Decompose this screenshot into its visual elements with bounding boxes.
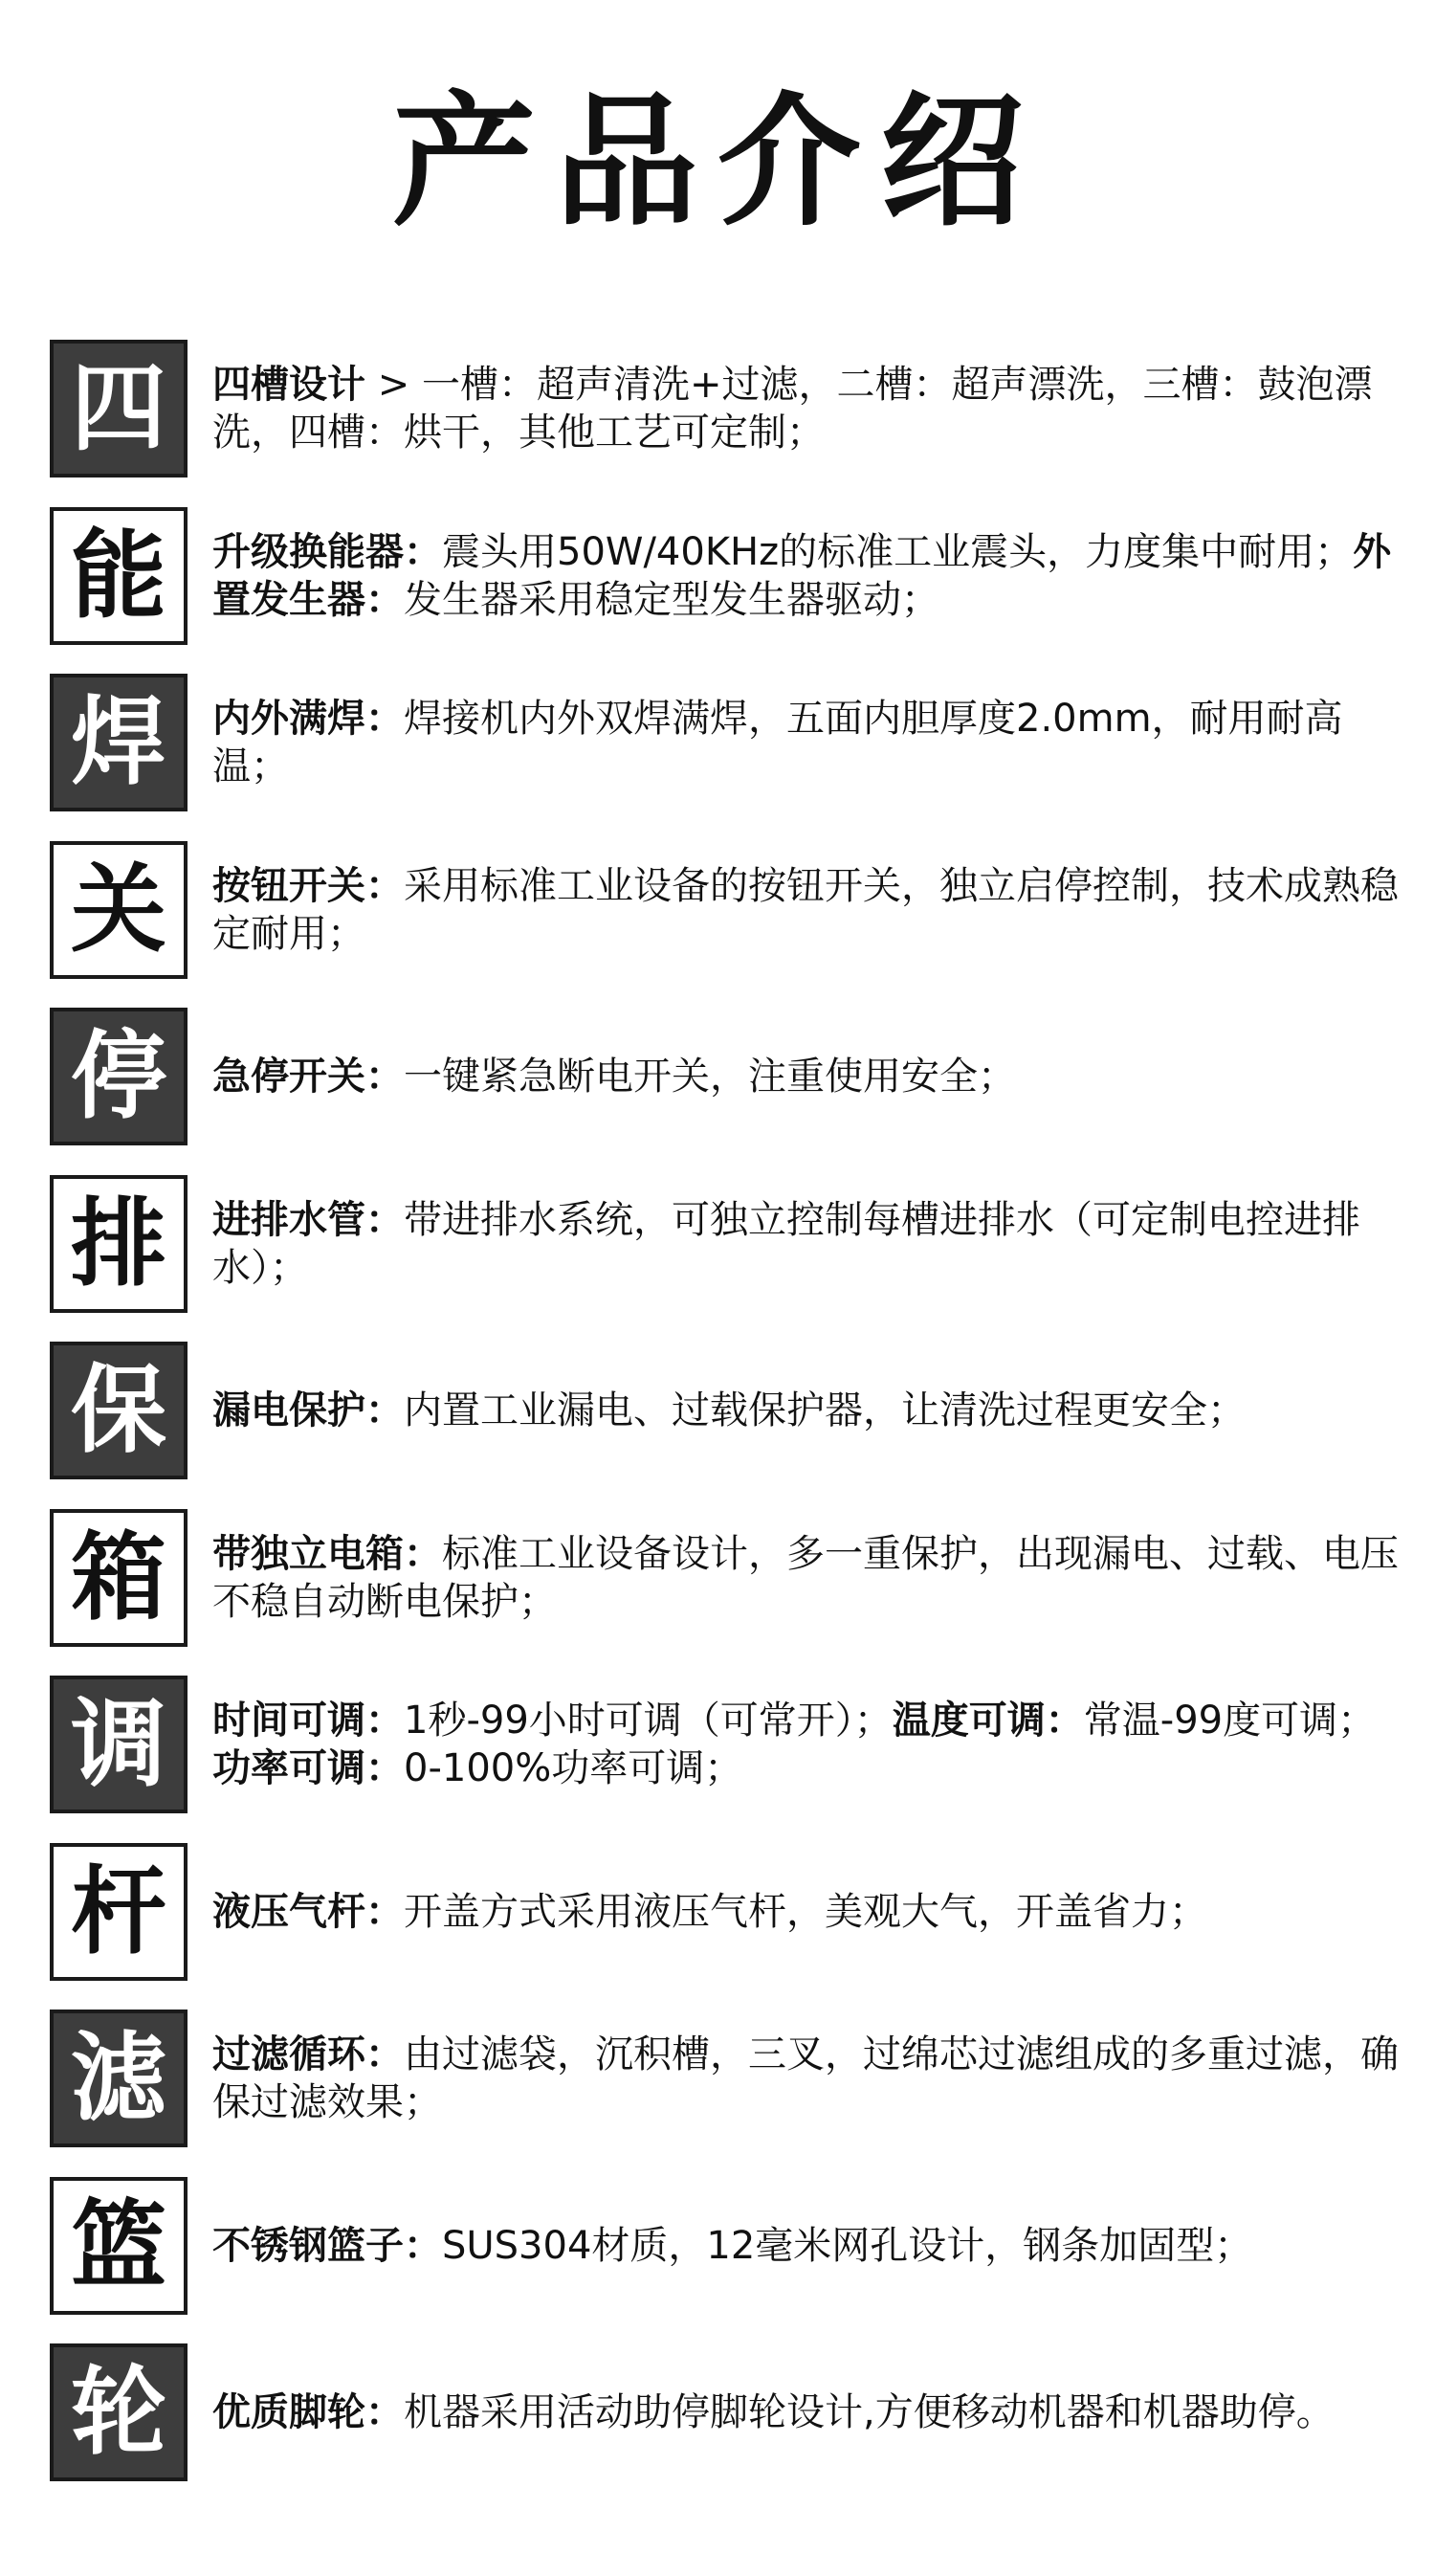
feature-label: 功率可调：	[212, 1746, 404, 1790]
feature-label: 漏电保护：	[212, 1388, 404, 1432]
feature-label: 进排水管：	[212, 1197, 404, 1242]
feature-label: 升级换能器：	[212, 529, 442, 574]
feature-text: 内置工业漏电、过载保护器，让清洗过程更安全；	[404, 1388, 1246, 1432]
feature-text: 发生器采用稳定型发生器驱动；	[404, 577, 939, 622]
feature-label: 不锈钢篮子：	[212, 2223, 442, 2268]
feature-item	[0, 1676, 1435, 1843]
feature-text: 机器采用活动助停脚轮设计,方便移动机器和机器助停。	[404, 2390, 1335, 2434]
feature-item	[0, 2010, 1435, 2177]
feature-badge: 停	[50, 1008, 188, 1145]
feature-label: 外置发生器：	[212, 529, 1392, 622]
feature-label: 四槽设计	[212, 363, 365, 407]
feature-item	[0, 1175, 1435, 1343]
feature-label: 急停开关：	[212, 1055, 404, 1099]
feature-text: 震头用50W/40KHz的标准工业震头，力度集中耐用；	[442, 529, 1354, 574]
feature-badge: 保	[50, 1342, 188, 1479]
feature-label: 内外满焊：	[212, 697, 404, 741]
feature-text: SUS304材质，12毫米网孔设计，钢条加固型；	[442, 2223, 1253, 2268]
feature-label: 按钮开关：	[212, 863, 404, 908]
feature-text: 焊接机内外双焊满焊，五面内胆厚度2.0mm，耐用耐高温；	[212, 697, 1343, 788]
feature-text: 0-100%功率可调；	[404, 1746, 743, 1790]
feature-badge: 排	[50, 1175, 188, 1313]
feature-badge: 关	[50, 841, 188, 979]
feature-description	[212, 1509, 1399, 1647]
feature-description	[212, 340, 1399, 477]
page-title: 产品介绍	[391, 79, 1043, 246]
feature-text: 1秒-99小时可调（可常开）；	[404, 1699, 893, 1743]
feature-description	[212, 841, 1399, 979]
feature-description	[212, 2177, 1399, 2315]
feature-badge: 焊	[50, 674, 188, 811]
feature-label: 温度可调：	[892, 1699, 1084, 1743]
feature-description	[212, 674, 1399, 811]
feature-item	[0, 1509, 1435, 1677]
feature-description	[212, 507, 1399, 645]
feature-text: 由过滤袋，沉积槽，三叉，过绵芯过滤组成的多重过滤，确保过滤效果；	[212, 2032, 1399, 2124]
feature-item	[0, 674, 1435, 841]
feature-text: 开盖方式采用液压气杆，美观大气，开盖省力；	[404, 1889, 1207, 1934]
feature-item	[0, 1342, 1435, 1509]
feature-badge: 篮	[50, 2177, 188, 2315]
feature-item	[0, 1843, 1435, 2010]
feature-description	[212, 2343, 1399, 2481]
feature-badge: 滤	[50, 2010, 188, 2147]
feature-description	[212, 1843, 1399, 1981]
feature-label: 液压气杆：	[212, 1889, 404, 1934]
feature-item	[0, 841, 1435, 1009]
feature-text: > 一槽：超声清洗+过滤，二槽：超声漂洗，三槽：鼓泡漂洗，四槽：烘干，其他工艺可定制；	[212, 363, 1373, 455]
feature-text: 采用标准工业设备的按钮开关，独立启停控制，技术成熟稳定耐用；	[212, 863, 1399, 956]
feature-text: 常温-99度可调；	[1083, 1699, 1377, 1743]
feature-description	[212, 1676, 1399, 1813]
feature-text: 带进排水系统，可独立控制每槽进排水（可定制电控进排水）；	[212, 1197, 1360, 1290]
feature-badge: 调	[50, 1676, 188, 1813]
feature-item	[0, 2343, 1435, 2511]
feature-badge: 能	[50, 507, 188, 645]
feature-label: 带独立电箱：	[212, 1531, 442, 1576]
feature-description	[212, 2010, 1399, 2147]
feature-label: 时间可调：	[212, 1699, 404, 1743]
feature-label: 过滤循环：	[212, 2032, 404, 2076]
feature-text: 标准工业设备设计，多一重保护，出现漏电、过载、电压不稳自动断电保护；	[212, 1531, 1399, 1624]
feature-item	[0, 1008, 1435, 1175]
feature-item	[0, 2177, 1435, 2344]
feature-description	[212, 1175, 1399, 1313]
feature-badge: 轮	[50, 2343, 188, 2481]
feature-badge: 杆	[50, 1843, 188, 1981]
feature-label: 优质脚轮：	[212, 2390, 404, 2434]
feature-description	[212, 1008, 1399, 1145]
feature-badge: 四	[50, 340, 188, 477]
feature-text: 一键紧急断电开关，注重使用安全；	[404, 1055, 1016, 1099]
feature-item	[0, 340, 1435, 507]
feature-item	[0, 507, 1435, 675]
feature-badge: 箱	[50, 1509, 188, 1647]
feature-list	[0, 340, 1435, 2511]
feature-description	[212, 1342, 1399, 1479]
